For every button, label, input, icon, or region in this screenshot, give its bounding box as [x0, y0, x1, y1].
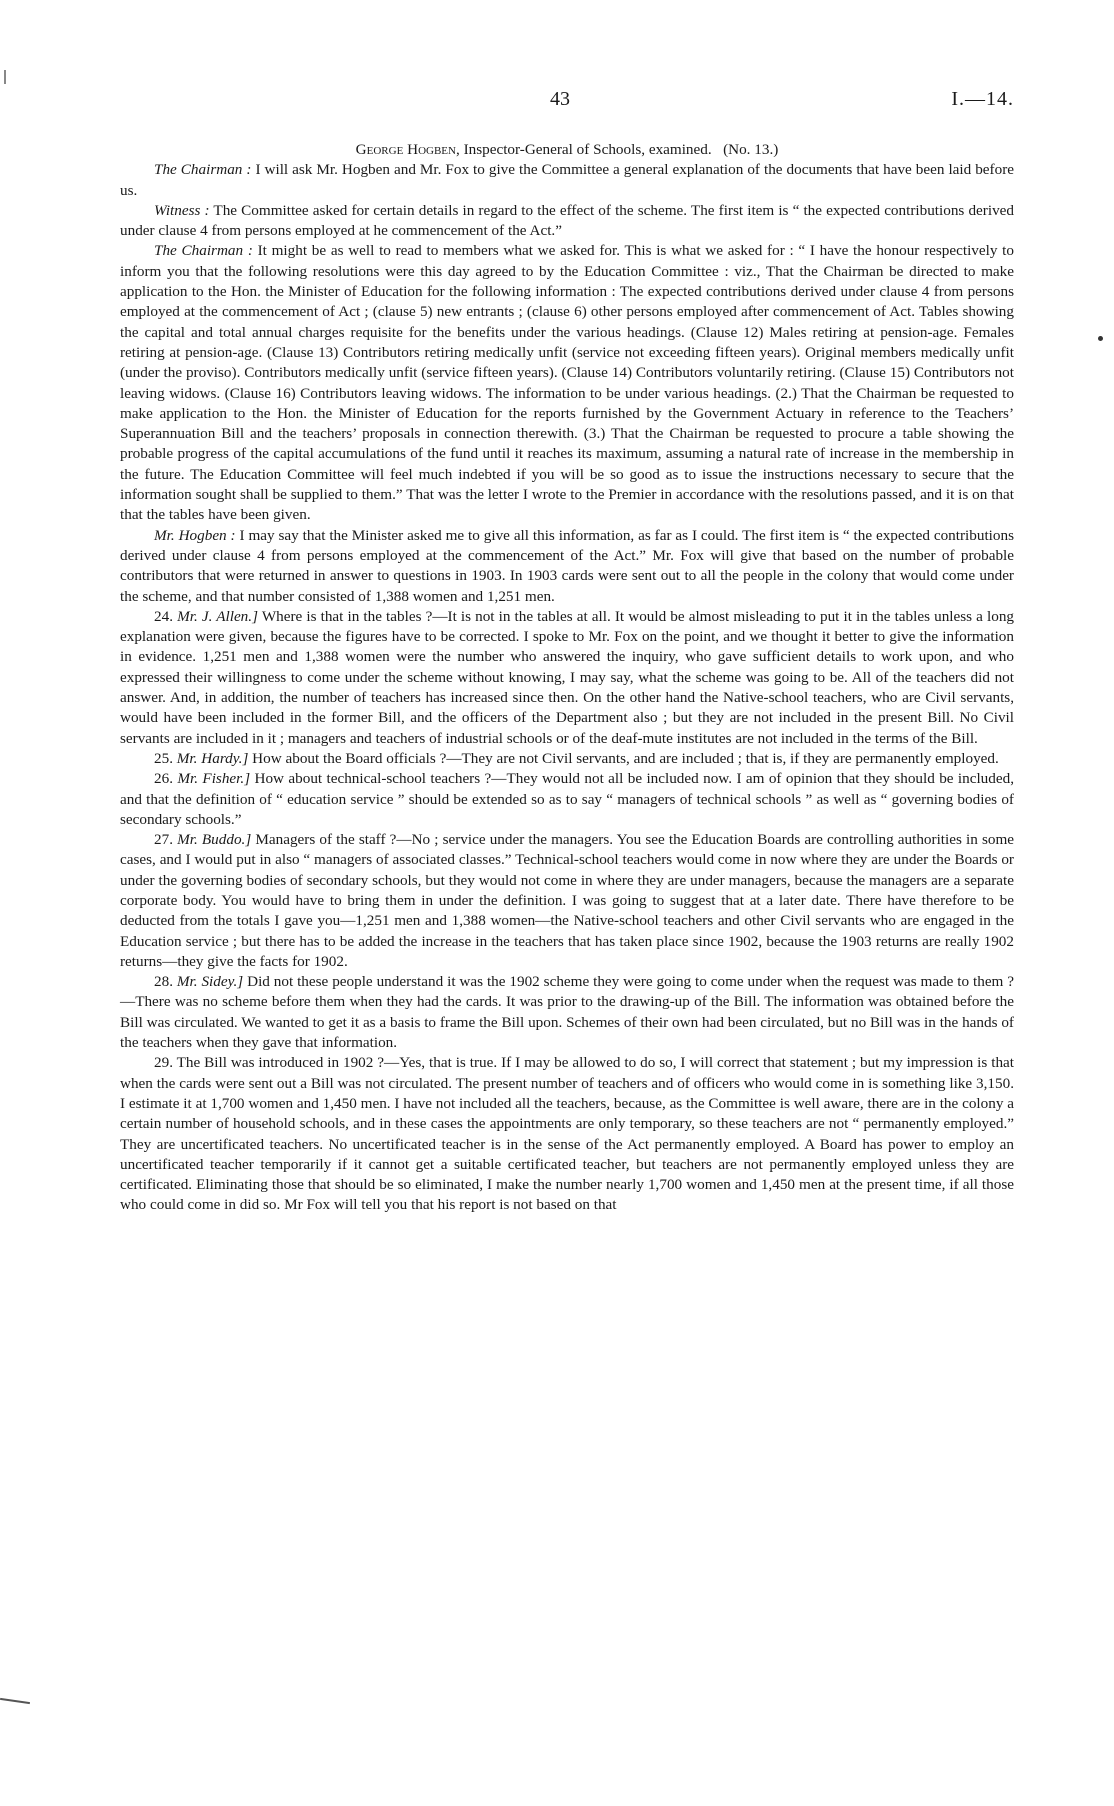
speaker: Mr. J. Allen.]	[177, 607, 258, 625]
question-number: 29.	[154, 1054, 173, 1072]
question-number: 27.	[154, 831, 173, 849]
speaker: Mr. Sidey.]	[176, 973, 244, 991]
paragraph-text: The Bill was introduced in 1902 ?—Yes, that is true. If I may be allowed to do so, I will correct that statement ; but my impression is that when the cards were sent out a Bill was not circulated. The present number of teachers and of officers who would come in is something like 3,150. I estimate it at 1,700 women and 1,450 men. I have not included all the teachers, because, as the Committee is well aware, there are in the colony a certain number of household schools, and in these cases the appointments are only temporary, so these teachers are not “ permanently employed.” They are uncertificated teachers. No uncertificated teacher is in the sense of the Act permanently employed. A Board has power to employ an uncertificated teacher temporarily if it cannot get a suitable certificated teacher, but teachers are not permanently employed unless they are certificated. Eliminating those that should be so eliminated, I make the number nearly 1,700 women and 1,450 men at the present time, if all those who could come in did so. Mr Fox will tell you that his report is not based on that	[120, 1054, 1014, 1214]
paragraph-text: How about technical-school teachers ?—They would not all be included now. I am of opinion that they should be included, and that the definition of “ education service ” should be extended so as to say “ managers of technical schools ” as well as “ governing bodies of secondary schools.”	[120, 770, 1014, 828]
witness-name: George Hogben	[355, 141, 456, 158]
question-number: 26.	[154, 770, 173, 788]
speaker: Mr. Hogben :	[154, 526, 236, 544]
paragraph	[120, 201, 1014, 242]
scan-artifact	[4, 70, 6, 84]
speaker: The Chairman :	[154, 161, 252, 179]
paragraph-text: It might be as well to read to members what we asked for. This is what we asked for : “ I have the honour respectively to inform you that the following resolutions were this day agreed to by the Education Committee : viz., That the Chairman be directed to make application to the Hon. the Minister of Education for the following information : The expected contributions derived under clause 4 from persons employed at the commencement of Act ; (clause 5) new entrants ; (clause 6) other persons employed after commencement of Act. Tables showing the capital and total annual charges requisite for the benefits under the various headings. (Clause 12) Males retiring at pension-age. Females retiring at pension-age. (Clause 13) Contributors retiring medically unfit (service not exceeding fifteen years). Original members medically unfit (under the proviso). Contributors medically unfit (service fifteen years). (Clause 14) Contributors voluntarily retiring. (Clause 15) Contributors not leaving widows. (Clause 16) Contributors leaving widows. The information to be under various headings. (2.) That the Chairman be requested to make application to the Hon. the Minister of Education for the reports furnished by the Government Actuary in reference to the Teachers’ Superannuation Bill and the teachers’ proposals in connection therewith. (3.) That the Chairman be requested to procure a table showing the probable progress of the capital accumulations of the fund until it reaches its maximum, assuming a natural rate of increase in the membership in the future. The Education Committee will feel much indebted if you will be so good as to issue the instructions necessary to secure that the information sought shall be supplied to them.” That was the letter I wrote to the Premier in accordance with the resolutions passed, and it is on that that the tables have been given.	[120, 242, 1014, 524]
paragraph	[120, 160, 1014, 201]
speaker: Witness :	[154, 201, 210, 219]
speaker: Mr. Fisher.]	[177, 770, 251, 788]
question-number: 28.	[154, 973, 173, 991]
paragraph	[120, 241, 1014, 525]
paragraph	[120, 769, 1014, 830]
witness-title: , Inspector-General of Schools, examined.	[455, 141, 712, 158]
paragraph-text: I may say that the Minister asked me to give all this information, as far as I could. The first item is “ the expected contributions derived under clause 4 from persons employed at the commencement of the Act.” Mr. Fox will give that based on the number of probable contributors that were returned in answer to questions in 1903. In 1903 cards were sent out to all the people in the colony that would come under the scheme, and that number consisted of 1,388 women and 1,251 men.	[120, 526, 1014, 605]
paragraph-text: Managers of the staff ?—No ; service under the managers. You see the Education Boards are controlling authorities in some cases, and I would put in also “ managers of associated classes.” Technical-school teachers would come in now where they are under the Boards or under the governing bodies of secondary schools, but they would not come in where they are under managers, because the managers are a separate corporate body. You would have to bring them in under the definition. I was going to suggest that at a later date. There have therefore to be deducted from the totals I gave you—1,251 men and 1,388 women—the Native-school teachers and other Civil servants who are engaged in the Education service ; but there has to be added the increase in the teachers that has taken place since 1902, because the 1903 returns are really 1902 returns—they give the facts for 1902.	[120, 831, 1014, 970]
speaker: The Chairman :	[154, 242, 253, 260]
paragraph-text: How about the Board officials ?—They are not Civil servants, and are included ; that is, if they are permanently employed.	[248, 749, 999, 767]
paragraph-text: Did not these people understand it was the 1902 scheme they were going to come under when the request was made to them ?—There was no scheme before them when they had the cards. It was prior to the drawing-up of the Bill. The information was obtained before the Bill was circulated. We wanted to get it as a basis to frame the Bill upon. Schemes of their own had been circulated, but no Bill was in the hands of the teachers when they gave that information.	[120, 973, 1015, 1052]
question-number: 24.	[154, 607, 173, 625]
question-number: 25.	[154, 749, 173, 767]
paragraph	[120, 526, 1014, 607]
scan-artifact	[0, 1698, 30, 1704]
page-number: 43	[550, 88, 570, 110]
speaker: Mr. Hardy.]	[176, 749, 249, 767]
page-header	[120, 88, 1014, 118]
paragraph-text: Where is that in the tables ?—It is not in the tables at all. It would be almost misleading to put it in the tables unless a long explanation were given, because the figures have to be corrected. I spoke to Mr. Fox on the point, and we thought it better to give the information in evidence. 1,251 men and 1,388 women were the number who answered the inquiry, who gave sufficient details to work upon, and who expressed their willingness to come under the scheme without knowing, I may say, what the scheme was going to be. All of the teachers did not answer. And, in addition, the number of teachers has increased since then. On the other hand the Native-school teachers, who are Civil servants, would have been included in the former Bill, and the officers of the Department also ; but they are not included in the present Bill. No Civil servants are included in it ; managers and teachers of industrial schools or of the deaf-mute institutes are not included in the terms of the Bill.	[120, 607, 1015, 747]
paragraph	[120, 830, 1014, 972]
paragraph-text: The Committee asked for certain details in regard to the effect of the scheme. The first item is “ the expected contributions derived under clause 4 from persons employed at he commencement of the Act.”	[120, 201, 1014, 240]
document-body	[120, 140, 1014, 1216]
examination-number: (No. 13.)	[723, 141, 779, 158]
paragraph-text: I will ask Mr. Hogben and Mr. Fox to give the Committee a general explanation of the documents that have been laid before us.	[120, 161, 1015, 199]
speaker: Mr. Buddo.]	[177, 831, 252, 849]
paper-reference: I.—14.	[951, 88, 1014, 110]
margin-dot	[1098, 336, 1103, 341]
paragraph	[120, 972, 1014, 1053]
paragraph	[120, 607, 1014, 749]
paragraph	[120, 749, 1014, 769]
examination-heading	[120, 140, 1014, 160]
paragraph	[120, 1053, 1014, 1215]
